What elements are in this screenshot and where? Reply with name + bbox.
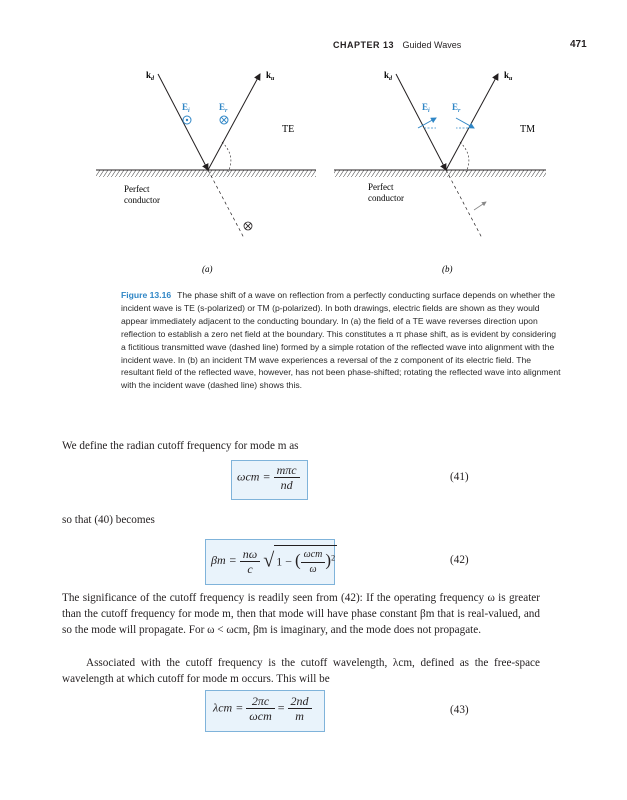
mode-label-tm: TM [520, 124, 535, 135]
e-reflected-label: $E_r$ [452, 102, 461, 114]
equation-43 [213, 694, 312, 723]
rotation-arc [222, 142, 231, 172]
conductor-hatch [96, 170, 316, 177]
eq42-inner-numerator: ωcm [301, 548, 326, 563]
page-number: 471 [570, 39, 587, 50]
eq42-exponent: 2 [331, 553, 336, 563]
rotation-arc [460, 142, 469, 172]
eq42-lhs: βm = [211, 552, 237, 567]
eq43-numerator-1: 2πc [246, 694, 274, 709]
running-header [333, 40, 461, 50]
equation-42 [211, 545, 337, 577]
caption-text: The phase shift of a wave on reflection from a perfectly conducting surface depends on whether the incident wave is TE (s-polarized) or TM (p-polarized). In both drawings, electric fields are shown as they would appear immediately adjacent to the conducting boundary. In (a) the field of a TE wave reverses direction upon reflection to establish a zero net field at the boundary. This constitutes a π phase shift, as is evident by considering a fictitious transmitted wave (dashed line) formed by a simple rotation of the reflected wave into alignment with the incident wave. In (b) an incident TM wave experiences a reversal of the z component of its electric field. The resultant field of the reflected wave, however, has not been phase-shifted; rotating the reflected wave into alignment with the incident wave (dashed line) shows this. [121, 290, 561, 391]
eq41-denominator: nd [280, 478, 293, 492]
conductor-label-line2: conductor [368, 193, 404, 203]
eq42-inner-denominator: ω [309, 564, 317, 575]
chapter-label: CHAPTER 13 [333, 40, 395, 50]
eq43-numerator-2: 2nd [288, 694, 312, 709]
dot-icon [186, 119, 188, 121]
k-reflected-label: $k_u$ [504, 70, 513, 82]
eq41-numerator: mπc [274, 463, 300, 478]
eq43-equals: = [277, 700, 285, 715]
sqrt-body: 1 − ( $\frac{\text{ωcm}}{\omega}$ )$^2$ [274, 545, 337, 577]
eq41-fraction [274, 463, 300, 492]
equation-43-number: (43) [450, 704, 469, 716]
panel-a [96, 70, 316, 274]
eq41-lhs: ωcm = [237, 469, 271, 484]
conductor-label-line1: Perfect [368, 182, 394, 192]
paragraph-cutoff-intro: We define the radian cutoff frequency for mode m as [62, 440, 299, 452]
equation-42-number: (42) [450, 554, 469, 566]
sqrt-sign: √ [263, 549, 275, 572]
conductor-hatch [334, 170, 546, 177]
eq43-fraction-2 [288, 694, 312, 723]
eq43-fraction-1 [246, 694, 274, 723]
fictitious-transmitted-ray [208, 170, 244, 238]
k-incident-label: $k_d$ [384, 70, 393, 82]
conductor-label-line1: Perfect [124, 184, 150, 194]
eq43-denominator-1: ωcm [249, 709, 272, 723]
conductor-label-line2: conductor [124, 195, 160, 205]
reflection-figure [96, 62, 546, 282]
eq42-inner-fraction [301, 548, 326, 577]
eq42-denominator: c [247, 561, 253, 576]
eq42-one-minus: 1 − [276, 554, 292, 569]
chapter-title: Guided Waves [402, 40, 462, 50]
fictitious-transmitted-ray [446, 170, 482, 238]
figure-caption [121, 289, 561, 392]
mode-label-te: TE [282, 124, 295, 135]
transmitted-field-arrow [474, 202, 486, 210]
paragraph-significance: The significance of the cutoff frequency is readily seen from (42): If the operating frequency ω is greater than the cutoff frequency for mode m, then that mode will have phase constant βm that is real-valued, and so the mode will propagate. For ω < ωcm, βm is imaginary, and the mode does not propagate. [62, 592, 540, 637]
e-incident-label: $E_i$ [422, 102, 430, 114]
paragraph-becomes: so that (40) becomes [62, 514, 155, 526]
eq42-numerator: nω [240, 547, 260, 562]
e-incident-label: $E_i$ [182, 102, 190, 114]
paragraph-cutoff-wavelength: Associated with the cutoff frequency is the cutoff wavelength, λcm, defined as the free-space wavelength at which cutoff for mode m occurs. This will be [62, 657, 540, 686]
reflected-ray [208, 74, 260, 170]
equation-41-number: (41) [450, 471, 469, 483]
incident-ray [396, 74, 446, 170]
eq43-denominator-2: m [295, 709, 304, 723]
reflected-ray [446, 74, 498, 170]
e-incident-arrow [418, 118, 436, 128]
k-incident-label: $k_d$ [146, 70, 155, 82]
e-reflected-label: $E_r$ [219, 102, 228, 114]
k-reflected-label: $k_u$ [266, 70, 275, 82]
panel-b [334, 70, 546, 274]
figure-number: Figure 13.16 [121, 290, 172, 300]
equation-41 [237, 463, 300, 492]
eq43-lhs: λcm = [213, 700, 244, 715]
panel-a-label: (a) [202, 264, 213, 274]
panel-b-label: (b) [442, 264, 453, 274]
eq42-fraction [240, 547, 260, 576]
